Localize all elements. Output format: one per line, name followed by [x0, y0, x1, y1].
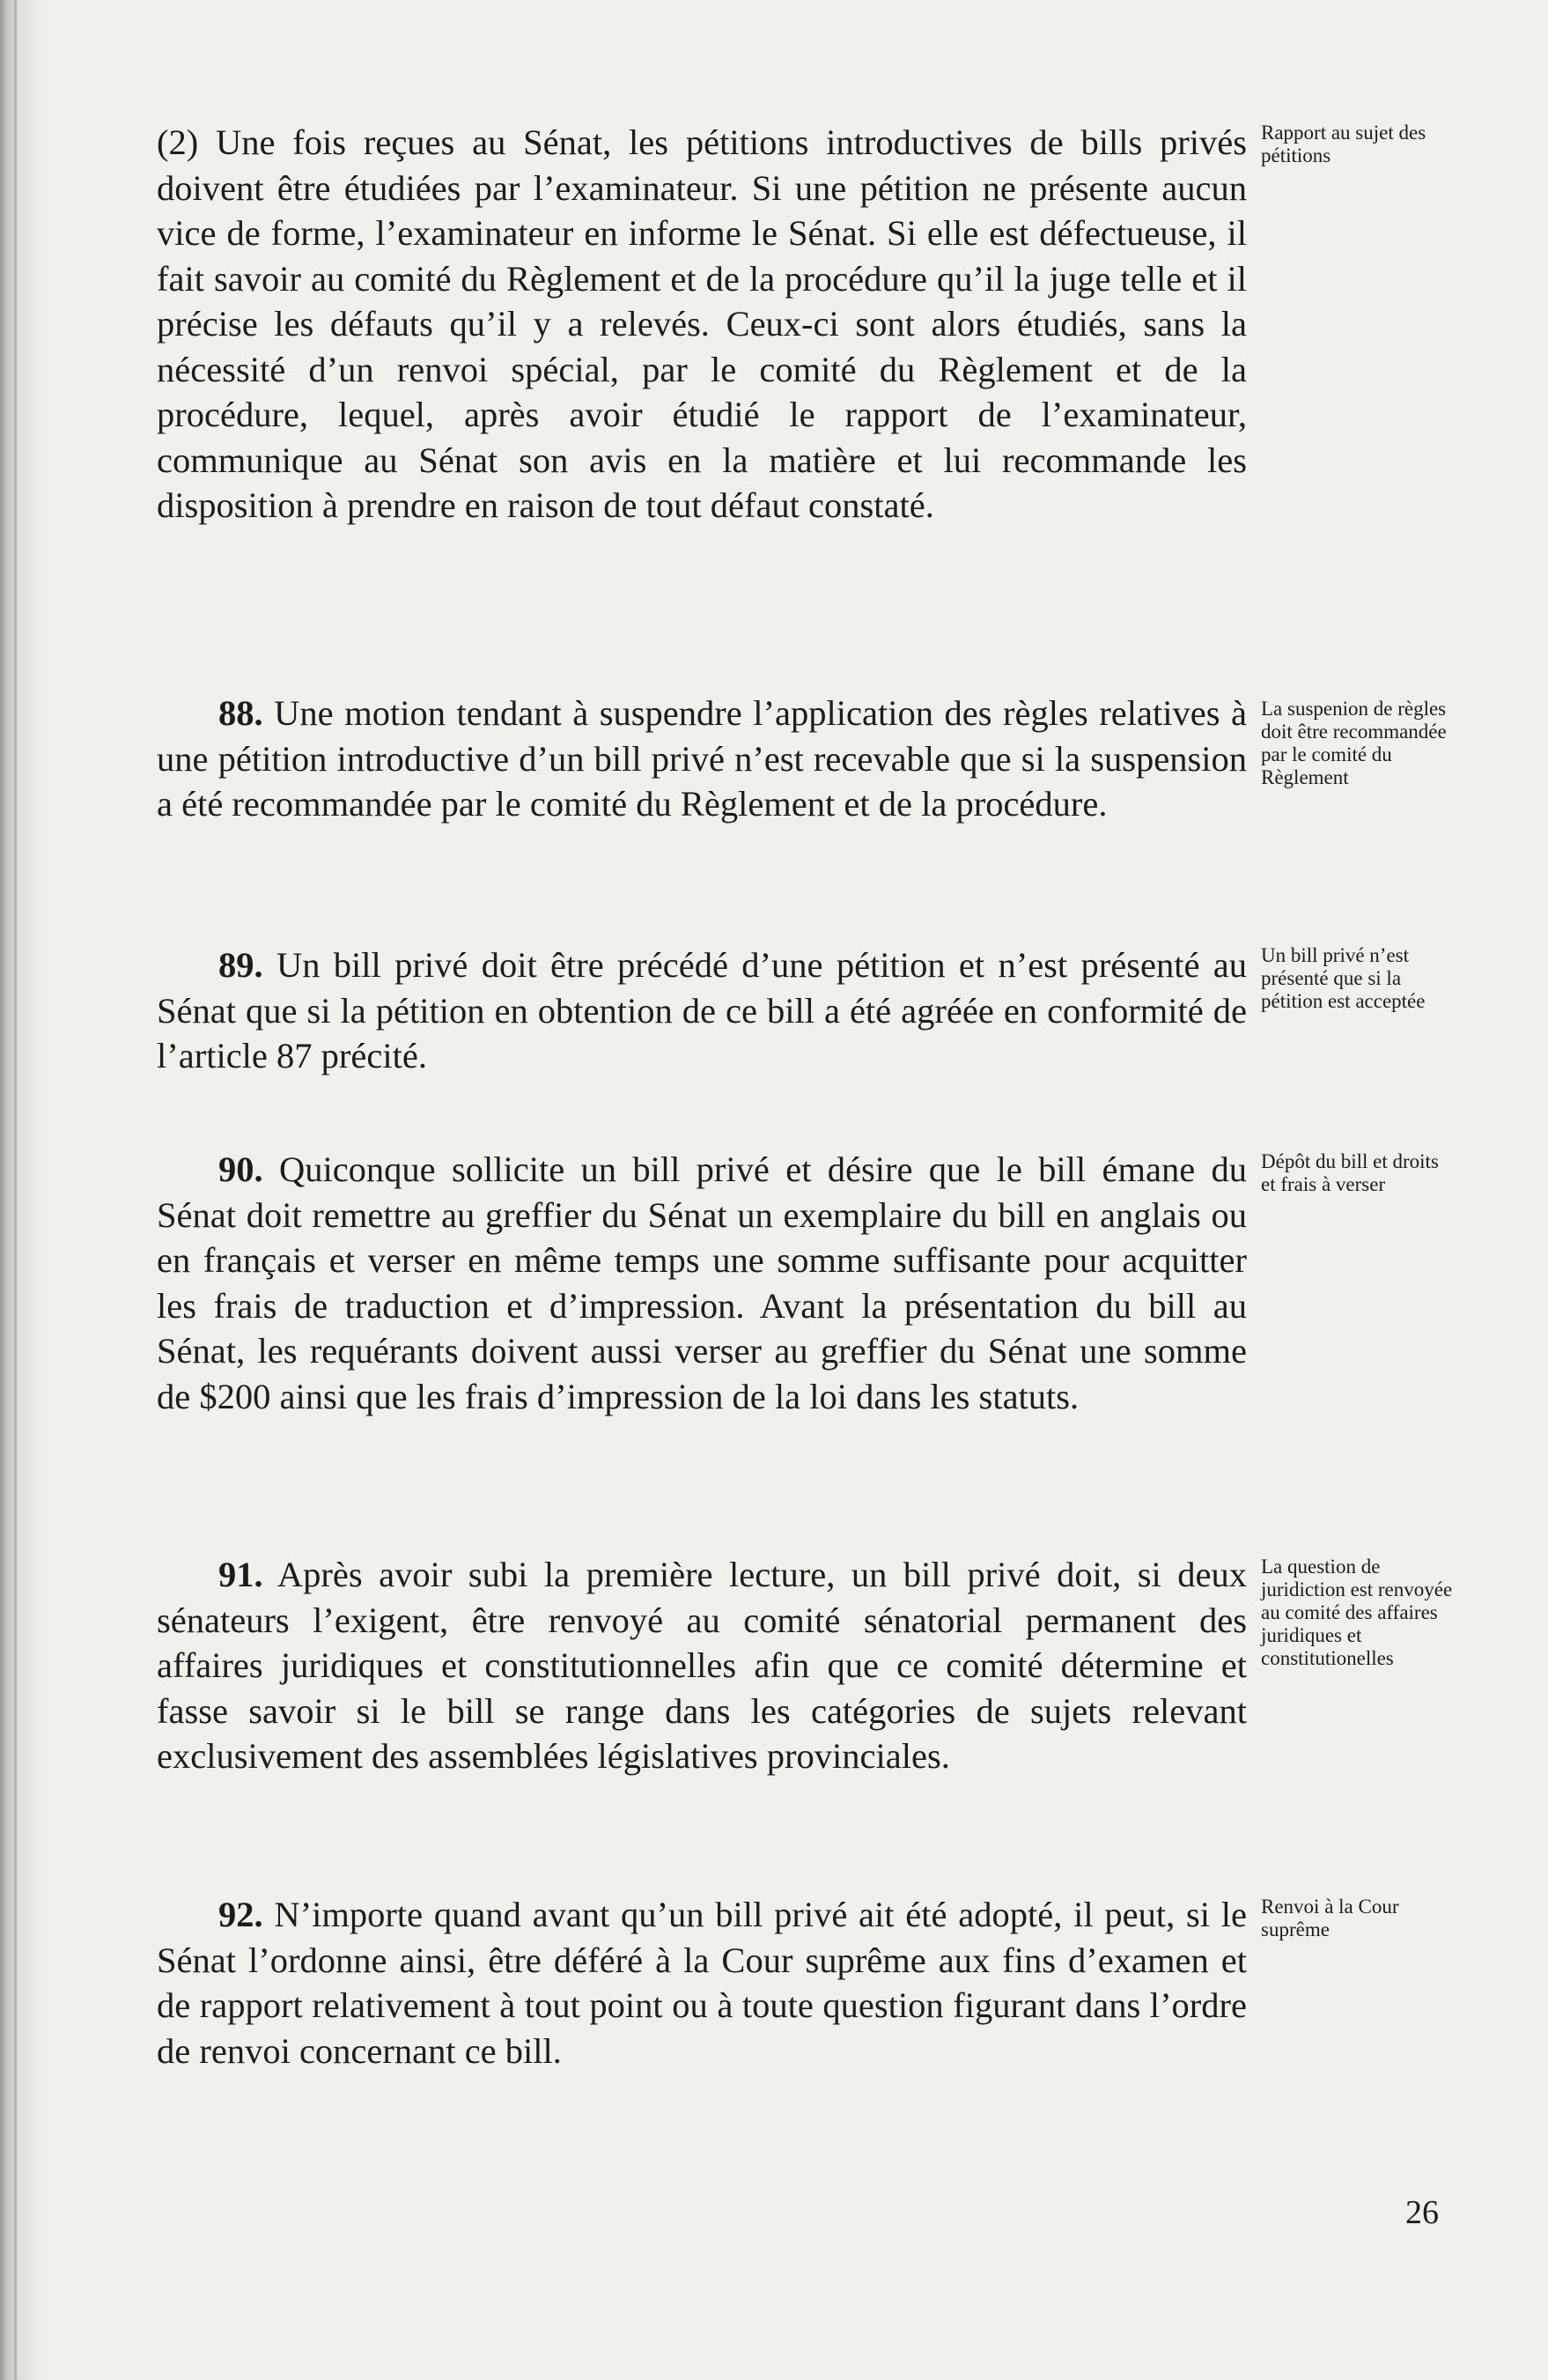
- paragraph-number: 89.: [218, 945, 263, 985]
- paragraph-text: Un bill privé doit être précédé d’une pétition et n’est présenté au Sénat que si la pétition en obtention de ce bill a été agréée en conformité de l’article 87 précité.: [157, 945, 1248, 1075]
- paragraph-87-2: [157, 120, 1247, 528]
- paragraph-number: 92.: [218, 1895, 263, 1934]
- paragraph-number: 88.: [218, 693, 263, 733]
- paragraph-number: 90.: [218, 1149, 263, 1189]
- paragraph-88: [157, 691, 1247, 827]
- page-binding-shadow: [0, 0, 53, 2380]
- paragraph-text: Une motion tendant à suspendre l’application des règles relatives à une pétition introductive d’un bill privé n’est recevable que si la suspension a été recommandée par le comité du Règlement et de la procédure.: [157, 693, 1247, 824]
- paragraph-92: [157, 1892, 1247, 2073]
- paragraph-90: [157, 1147, 1247, 1419]
- margin-note-91: La question de juridiction est renvoyée au comité des affaires juridiques et constitutionelles: [1261, 1556, 1453, 1669]
- paragraph-text: (2) Une fois reçues au Sénat, les pétitions introductives de bills privés doivent être étudiées par l’examinateur. Si une pétition ne présente aucun vice de forme, l’examinateur en informe le Sénat. Si elle est défectueuse, il fait savoir au comité du Règlement et de la procédure qu’il la juge telle et il précise les défauts qu’il y a relevés. Ceux-ci sont alors étudiés, sans la nécessité d’un renvoi spécial, par le comité du Règlement et de la procédure, lequel, après avoir étudié le rapport de l’examinateur, communique au Sénat son avis en la matière et lui recommande les disposition à prendre en raison de tout défaut constaté.: [157, 122, 1247, 525]
- paragraph-91: [157, 1552, 1247, 1779]
- paragraph-text: Après avoir subi la première lecture, un bill privé doit, si deux sénateurs l’exigent, être renvoyé au comité sénatorial permanent des affaires juridiques et constitutionnelles afin que ce comité détermine et fasse savoir si le bill se range dans les catégories de sujets relevant exclusivement des assemblées législatives provinciales.: [157, 1555, 1248, 1776]
- margin-note-87-2: Rapport au sujet des pétitions: [1261, 122, 1426, 166]
- page-number: 26: [1405, 2194, 1439, 2231]
- paragraph-text: N’importe quand avant qu’un bill privé ait été adopté, il peut, si le Sénat l’ordonne ainsi, être déféré à la Cour suprême aux fins d’examen et de rapport relativement à tout point ou à toute question figurant dans l’ordre de renvoi concernant ce bill.: [157, 1895, 1247, 2071]
- binding-line: [14, 0, 17, 2380]
- margin-note-90: Dépôt du bill et droits et frais à verser: [1261, 1150, 1439, 1195]
- paragraph-text: Quiconque sollicite un bill privé et désire que le bill émane du Sénat doit remettre au greffier du Sénat un exemplaire du bill en anglais ou en français et verser en même temps une somme suffisante pour acquitter les frais de traduction et d’impression. Avant la présentation du bill au Sénat, les requérants doivent aussi verser au greffier du Sénat une somme de $200 ainsi que les frais d’impression de la loi dans les statuts.: [157, 1149, 1248, 1416]
- paragraph-number: 91.: [218, 1555, 263, 1594]
- paragraph-89: [157, 942, 1247, 1079]
- margin-note-89: Un bill privé n’est présenté que si la pétition est acceptée: [1261, 944, 1426, 1012]
- margin-note-92: Renvoi à la Cour suprême: [1261, 1896, 1399, 1940]
- margin-note-88: La suspenion de règles doit être recommandée par le comité du Règlement: [1261, 698, 1447, 788]
